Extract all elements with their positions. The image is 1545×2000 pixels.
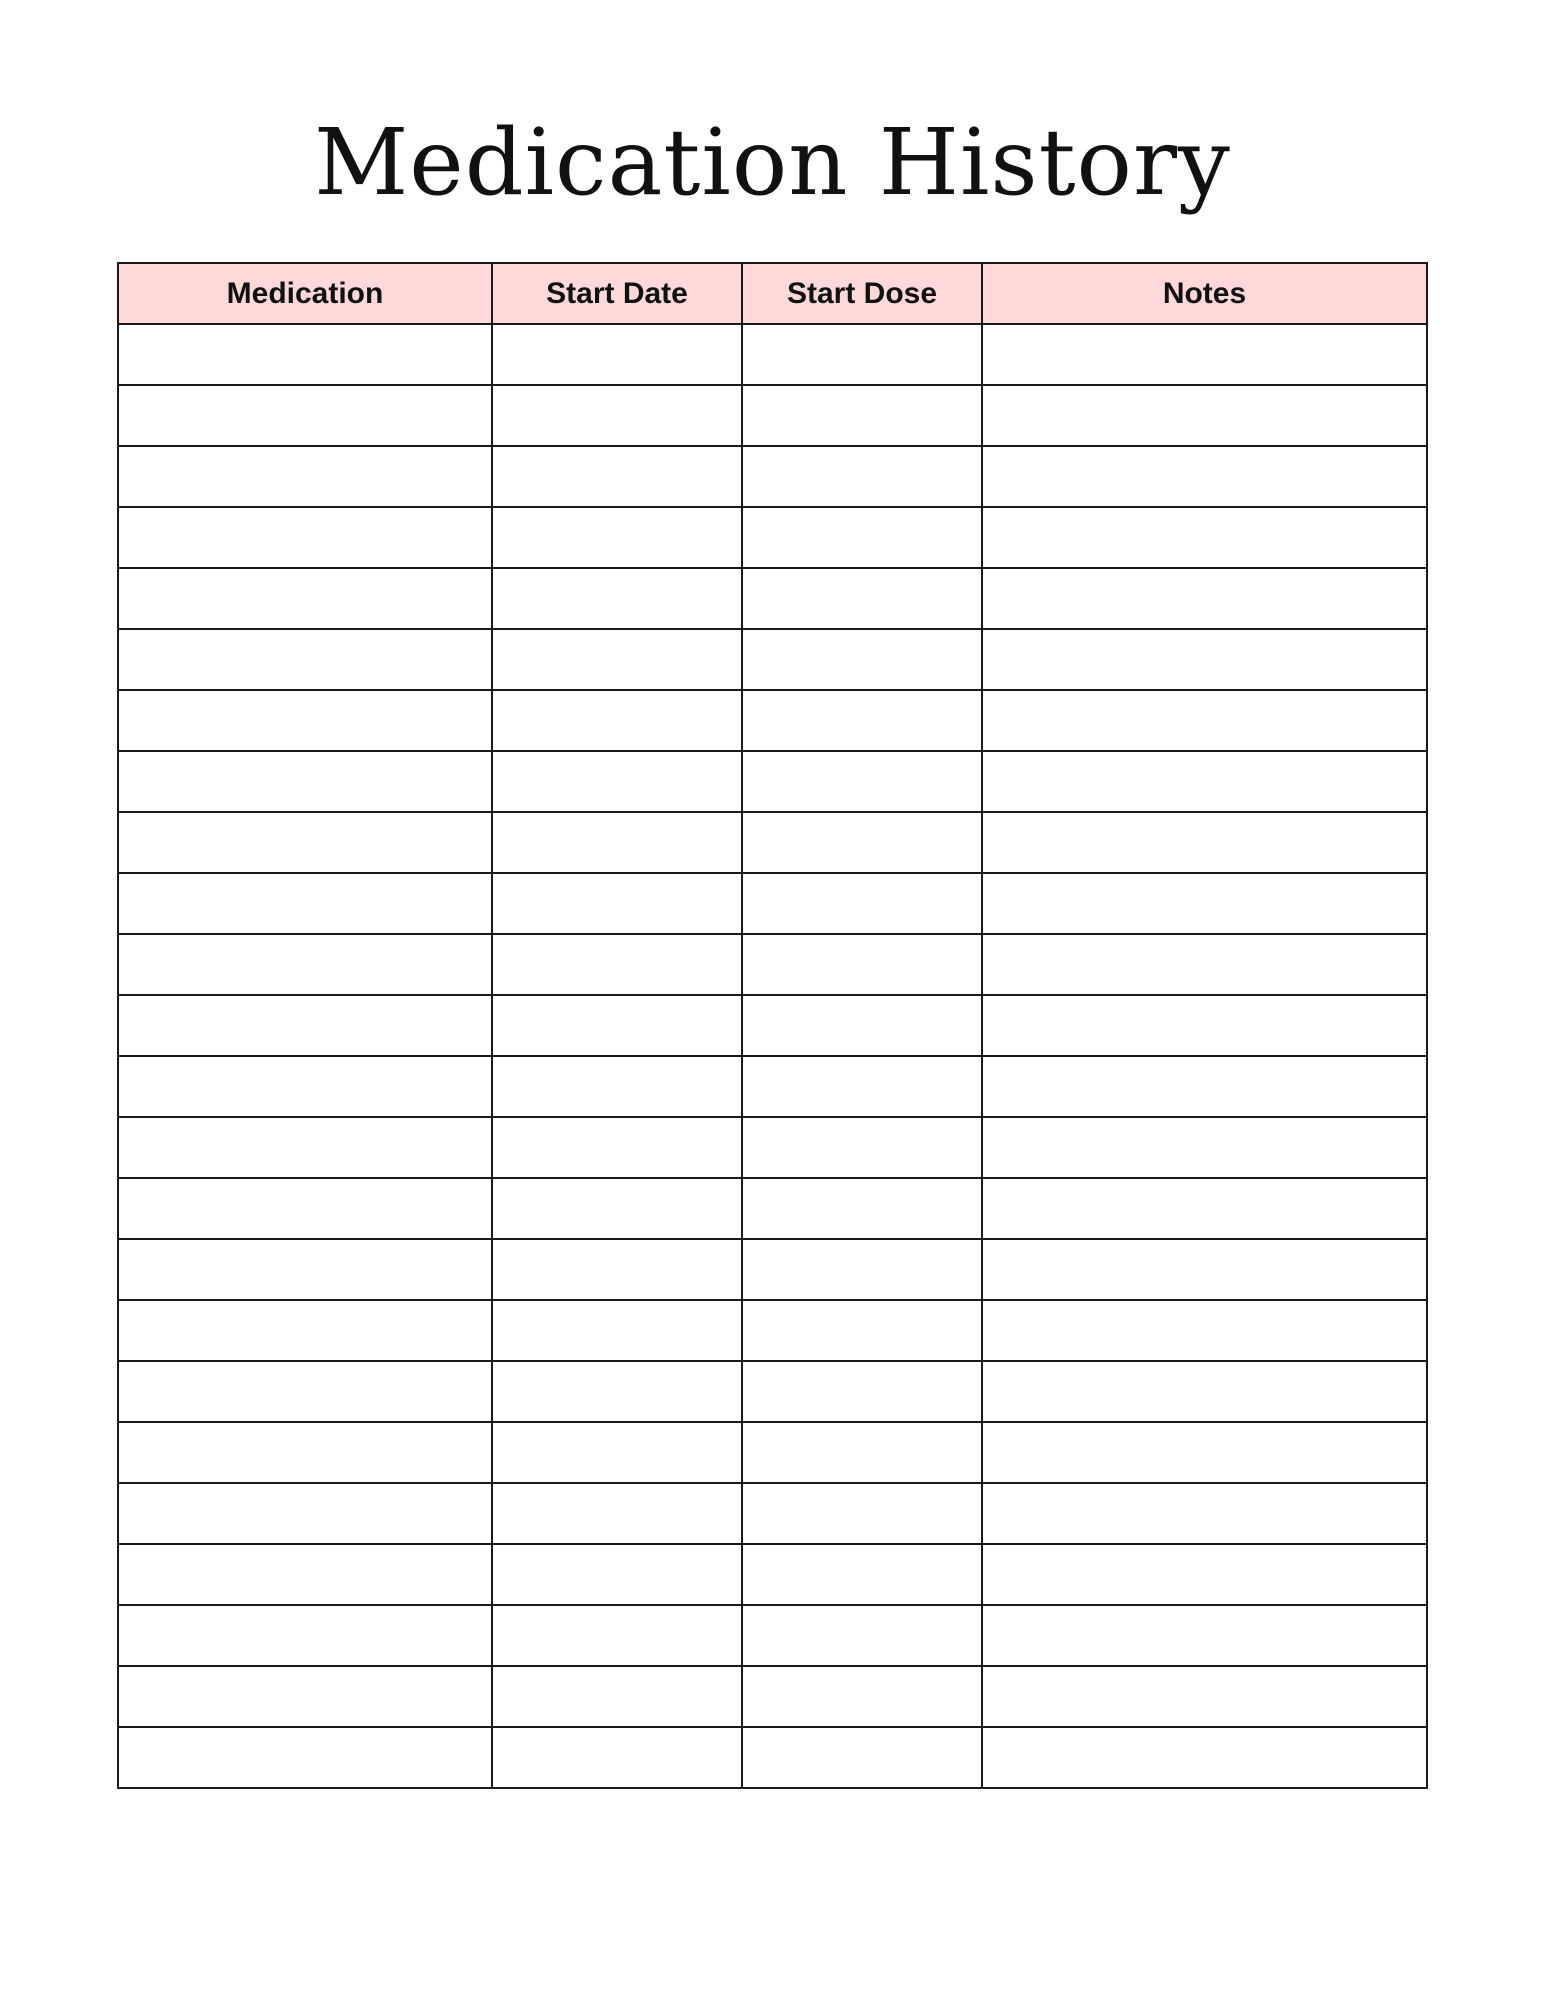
- start-dose-cell: [742, 507, 982, 568]
- notes-cell: [982, 1361, 1427, 1422]
- medication-cell: [118, 995, 492, 1056]
- table-header-row: [118, 263, 1427, 324]
- start-dose-cell: [742, 751, 982, 812]
- notes-cell: [982, 324, 1427, 385]
- notes-cell: [982, 873, 1427, 934]
- medication-cell: [118, 1239, 492, 1300]
- start-date-cell: [492, 812, 742, 873]
- medication-cell: [118, 446, 492, 507]
- start-dose-cell: [742, 446, 982, 507]
- medication-cell: [118, 690, 492, 751]
- medication-cell: [118, 1666, 492, 1727]
- medication-cell: [118, 873, 492, 934]
- medication-cell: [118, 812, 492, 873]
- start-date-cell: [492, 629, 742, 690]
- table-row: [118, 1605, 1427, 1666]
- notes-cell: [982, 995, 1427, 1056]
- column-header-start-dose: Start Dose: [742, 263, 982, 324]
- medication-cell: [118, 1727, 492, 1788]
- start-date-cell: [492, 1056, 742, 1117]
- notes-cell: [982, 934, 1427, 995]
- notes-cell: [982, 1239, 1427, 1300]
- table-row: [118, 1727, 1427, 1788]
- table-row: [118, 1666, 1427, 1727]
- column-header-notes: Notes: [982, 263, 1427, 324]
- notes-cell: [982, 568, 1427, 629]
- start-date-cell: [492, 690, 742, 751]
- medication-cell: [118, 507, 492, 568]
- table-row: [118, 1300, 1427, 1361]
- medication-cell: [118, 324, 492, 385]
- start-date-cell: [492, 873, 742, 934]
- notes-cell: [982, 385, 1427, 446]
- start-date-cell: [492, 385, 742, 446]
- notes-cell: [982, 507, 1427, 568]
- notes-cell: [982, 1056, 1427, 1117]
- medication-cell: [118, 1361, 492, 1422]
- notes-cell: [982, 751, 1427, 812]
- start-date-cell: [492, 934, 742, 995]
- start-dose-cell: [742, 995, 982, 1056]
- table-row: [118, 995, 1427, 1056]
- start-dose-cell: [742, 1422, 982, 1483]
- table-row: [118, 629, 1427, 690]
- start-dose-cell: [742, 1117, 982, 1178]
- column-header-medication: Medication: [118, 263, 492, 324]
- start-date-cell: [492, 1117, 742, 1178]
- start-dose-cell: [742, 1300, 982, 1361]
- notes-cell: [982, 812, 1427, 873]
- column-header-start-date: Start Date: [492, 263, 742, 324]
- start-dose-cell: [742, 385, 982, 446]
- start-dose-cell: [742, 1483, 982, 1544]
- start-dose-cell: [742, 1178, 982, 1239]
- start-date-cell: [492, 1422, 742, 1483]
- notes-cell: [982, 446, 1427, 507]
- table-row: [118, 1483, 1427, 1544]
- notes-cell: [982, 1178, 1427, 1239]
- start-date-cell: [492, 324, 742, 385]
- medication-cell: [118, 751, 492, 812]
- medication-cell: [118, 934, 492, 995]
- notes-cell: [982, 1544, 1427, 1605]
- start-date-cell: [492, 1605, 742, 1666]
- table-row: [118, 1239, 1427, 1300]
- notes-cell: [982, 1483, 1427, 1544]
- table-row: [118, 1544, 1427, 1605]
- start-dose-cell: [742, 934, 982, 995]
- start-dose-cell: [742, 1361, 982, 1422]
- start-date-cell: [492, 1178, 742, 1239]
- table-row: [118, 812, 1427, 873]
- medication-cell: [118, 568, 492, 629]
- medication-cell: [118, 629, 492, 690]
- table-row: [118, 507, 1427, 568]
- notes-cell: [982, 1300, 1427, 1361]
- table-row: [118, 1361, 1427, 1422]
- start-date-cell: [492, 1361, 742, 1422]
- medication-cell: [118, 385, 492, 446]
- start-dose-cell: [742, 1605, 982, 1666]
- start-date-cell: [492, 1544, 742, 1605]
- table-row: [118, 751, 1427, 812]
- start-date-cell: [492, 995, 742, 1056]
- medication-cell: [118, 1605, 492, 1666]
- table-row: [118, 934, 1427, 995]
- table-row: [118, 1178, 1427, 1239]
- table-row: [118, 568, 1427, 629]
- start-dose-cell: [742, 629, 982, 690]
- page-title: Medication History: [314, 109, 1231, 216]
- notes-cell: [982, 629, 1427, 690]
- start-dose-cell: [742, 690, 982, 751]
- medication-cell: [118, 1117, 492, 1178]
- table-row: [118, 1117, 1427, 1178]
- start-date-cell: [492, 1300, 742, 1361]
- start-date-cell: [492, 1483, 742, 1544]
- table-row: [118, 1422, 1427, 1483]
- medication-cell: [118, 1056, 492, 1117]
- table-row: [118, 690, 1427, 751]
- medication-cell: [118, 1178, 492, 1239]
- medication-cell: [118, 1544, 492, 1605]
- start-dose-cell: [742, 1056, 982, 1117]
- notes-cell: [982, 1727, 1427, 1788]
- table-body: [118, 324, 1427, 1788]
- notes-cell: [982, 1422, 1427, 1483]
- medication-cell: [118, 1483, 492, 1544]
- start-dose-cell: [742, 1239, 982, 1300]
- start-date-cell: [492, 751, 742, 812]
- table-row: [118, 324, 1427, 385]
- notes-cell: [982, 1666, 1427, 1727]
- start-dose-cell: [742, 812, 982, 873]
- start-dose-cell: [742, 324, 982, 385]
- start-date-cell: [492, 446, 742, 507]
- table-row: [118, 446, 1427, 507]
- table-row: [118, 873, 1427, 934]
- start-date-cell: [492, 1239, 742, 1300]
- start-date-cell: [492, 568, 742, 629]
- notes-cell: [982, 1605, 1427, 1666]
- notes-cell: [982, 1117, 1427, 1178]
- medication-cell: [118, 1422, 492, 1483]
- start-dose-cell: [742, 873, 982, 934]
- table-row: [118, 1056, 1427, 1117]
- start-dose-cell: [742, 568, 982, 629]
- table-row: [118, 385, 1427, 446]
- start-date-cell: [492, 1727, 742, 1788]
- start-dose-cell: [742, 1727, 982, 1788]
- start-dose-cell: [742, 1666, 982, 1727]
- medication-cell: [118, 1300, 492, 1361]
- start-date-cell: [492, 507, 742, 568]
- start-date-cell: [492, 1666, 742, 1727]
- medication-history-table: [117, 262, 1428, 1789]
- notes-cell: [982, 690, 1427, 751]
- start-dose-cell: [742, 1544, 982, 1605]
